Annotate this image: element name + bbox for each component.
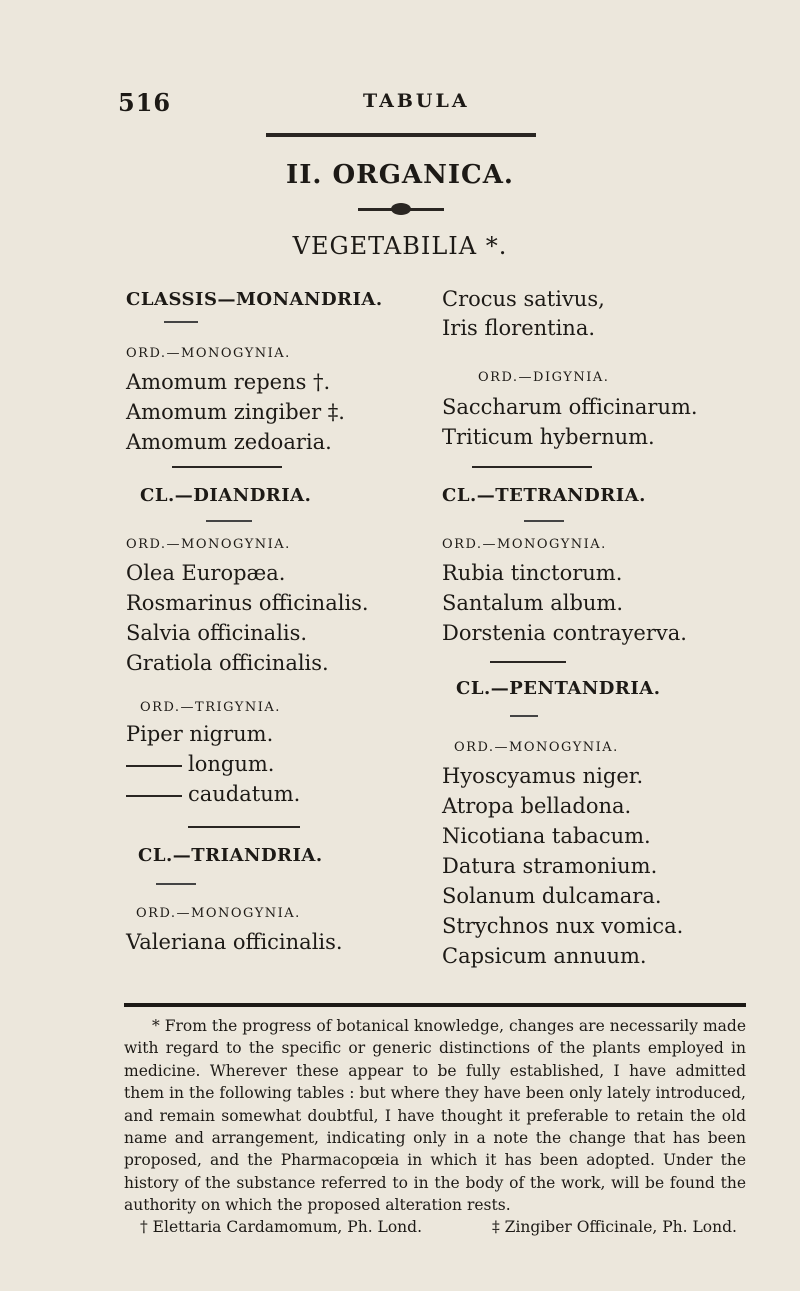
order-heading: ORD.—TRIGYNIA. xyxy=(140,700,281,715)
plant-name: Salvia officinalis. xyxy=(126,621,308,645)
footnote-double-dagger: ‡ Zingiber Officinale, Ph. Lond. xyxy=(492,1218,737,1236)
divider xyxy=(510,715,538,717)
running-head: TABULA xyxy=(363,90,470,112)
plant-name: longum. xyxy=(126,752,274,776)
page-header xyxy=(118,88,718,128)
order-heading: ORD.—MONOGYNIA. xyxy=(126,537,291,552)
plant-name: Atropa belladona. xyxy=(442,794,632,818)
plant-name: Capsicum annuum. xyxy=(442,944,647,968)
plant-name: Solanum dulcamara. xyxy=(442,884,662,908)
plant-name: Triticum hybernum. xyxy=(442,425,655,449)
plant-name: Amomum repens †. xyxy=(126,370,331,394)
plant-name: Amomum zedoaria. xyxy=(126,430,332,454)
plant-name: Iris florentina. xyxy=(442,316,596,340)
divider xyxy=(188,826,300,828)
plant-name: Amomum zingiber ‡. xyxy=(126,400,345,424)
order-heading: ORD.—DIGYNIA. xyxy=(478,370,610,385)
divider xyxy=(472,466,592,468)
footnote-text: * From the progress of botanical knowledge, changes are necessarily made with regard to the specific or generic distinctions of the plants employed in medicine. Wherever these appear to be fully established, I have admitted them in the following tables : but where they have been only lately introduced, and remain somewhat doubtful, I have thought it preferable to retain the old name and arrangement, indicating only in a note the change that has been proposed, and the Pharmacopœia in which it has been adopted. Under the history of the substance referred to in the body of the work, will be found the authority on which the proposed alteration rests. xyxy=(124,1017,746,1215)
plant-name: Saccharum officinarum. xyxy=(442,395,698,419)
plant-name: Rubia tinctorum. xyxy=(442,561,623,585)
class-heading: CL.—TETRANDRIA. xyxy=(442,485,646,506)
divider xyxy=(206,520,252,522)
order-heading: ORD.—MONOGYNIA. xyxy=(442,537,607,552)
plant-name: Piper nigrum. xyxy=(126,722,274,746)
order-heading: ORD.—MONOGYNIA. xyxy=(136,906,301,921)
class-heading: CL.—TRIANDRIA. xyxy=(138,845,323,866)
class-heading: CLASSIS—MONANDRIA. xyxy=(126,289,383,310)
divider xyxy=(156,883,196,885)
plant-name: Datura stramonium. xyxy=(442,854,658,878)
footnote xyxy=(124,1015,746,1217)
order-heading: ORD.—MONOGYNIA. xyxy=(454,740,619,755)
divider xyxy=(490,661,566,663)
divider xyxy=(172,466,282,468)
plant-name: Crocus sativus, xyxy=(442,287,605,311)
divider xyxy=(524,520,564,522)
divider xyxy=(164,321,198,323)
footnote-rule xyxy=(124,1003,746,1007)
sub-footnotes xyxy=(140,1218,750,1236)
ornament-dot xyxy=(391,203,411,215)
plant-name: Rosmarinus officinalis. xyxy=(126,591,369,615)
section-title: II. ORGANICA. xyxy=(286,160,514,190)
plant-name: Gratiola officinalis. xyxy=(126,651,329,675)
class-heading: CL.—DIANDRIA. xyxy=(140,485,312,506)
order-heading: ORD.—MONOGYNIA. xyxy=(126,346,291,361)
plant-name: Dorstenia contrayerva. xyxy=(442,621,687,645)
plant-name: caudatum. xyxy=(126,782,300,806)
plant-name: Santalum album. xyxy=(442,591,624,615)
plant-name: Olea Europæa. xyxy=(126,561,286,585)
plant-name: Valeriana officinalis. xyxy=(126,930,343,954)
page-number: 516 xyxy=(118,88,172,117)
header-rule xyxy=(266,133,536,137)
class-heading: CL.—PENTANDRIA. xyxy=(456,678,661,699)
plant-name: Hyoscyamus niger. xyxy=(442,764,644,788)
footnote-dagger: † Elettaria Cardamomum, Ph. Lond. xyxy=(140,1218,423,1236)
subsection-title: VEGETABILIA *. xyxy=(292,232,508,260)
plant-name: Nicotiana tabacum. xyxy=(442,824,651,848)
plant-name: Strychnos nux vomica. xyxy=(442,914,684,938)
